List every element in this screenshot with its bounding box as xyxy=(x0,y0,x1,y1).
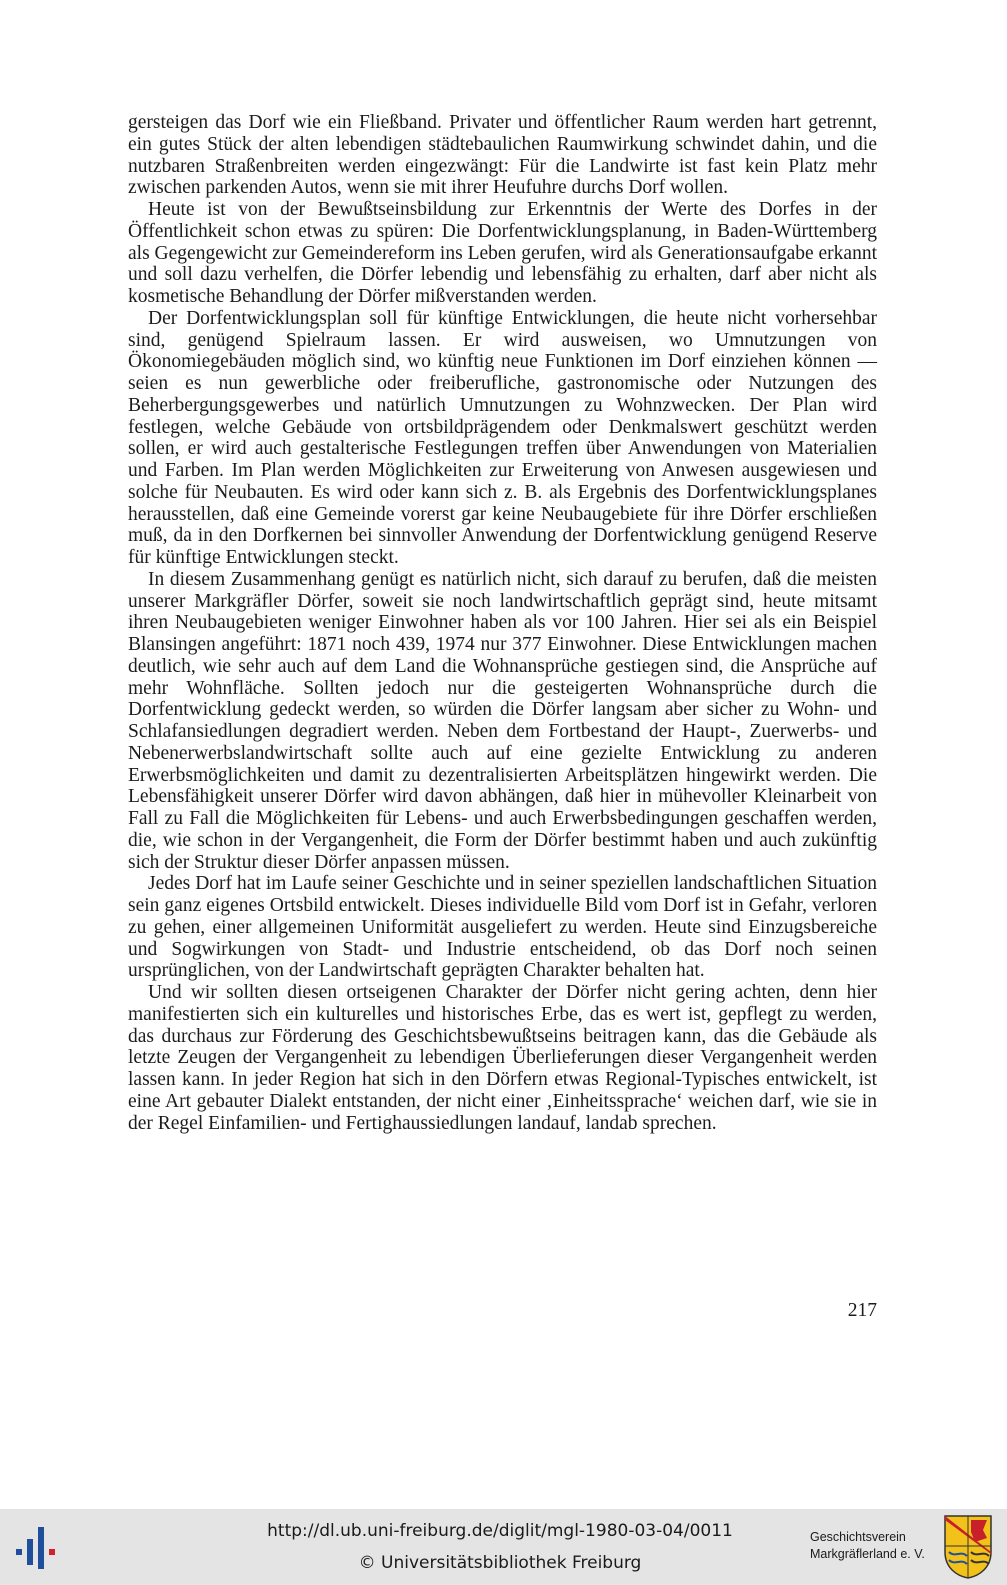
paragraph-3: Der Dorfentwicklungsplan soll für künftige Entwicklungen, die heute nicht vorhersehbar sind, genügend Spielraum lassen. Er wird ausweisen, wo Umnutzungen von Ökonomiegebäuden möglich sind, wo künftig neue Funktionen im Dorf einziehen können — seien es nun gewerbliche oder freiberufliche, gastronomische oder Nutzungen des Beherbergungsgewerbes und natürlich Umnutzungen zu Wohnzwecken. Der Plan wird festlegen, welche Gebäude von ortsbildprägendem oder Denkmalswert geschützt werden sollen, er wird auch gestalterische Festlegungen treffen über Anwendungen von Materialien und Farben. Im Plan werden Möglichkeiten zur Erweiterung von Anwesen ausgewiesen und solche für Neubauten. Es wird oder kann sich z. B. als Ergebnis des Dorfentwicklungsplanes herausstellen, daß eine Gemeinde vorerst gar keine Neubaugebiete für ihre Dörfer erschließen muß, da in den Dorfkernen bei sinnvoller Anwendung der Dorfentwicklung genügend Reserve für künftige Entwicklungen steckt. xyxy=(128,307,877,568)
paragraph-6: Und wir sollten diesen ortseigenen Charakter der Dörfer nicht gering achten, denn hier manifestierten sich ein kulturelles und historisches Erbe, das es wert ist, gepflegt zu werden, das durchaus zur Förderung des Geschichtsbewußtseins beitragen kann, das die Gebäude als letzte Zeugen der Vergangenheit zu lebendigen Überlieferungen dieser Vergangenheit werden lassen kann. In jeder Region hat sich in den Dörfern etwas Regional-Typisches entwickelt, ist eine Art gebauter Dialekt entstanden, der nicht einer ‚Einheitssprache‘ weichen darf, wie sie in der Regel Einfamilien- und Fertighaussiedlungen landauf, landab sprechen. xyxy=(128,982,877,1134)
permalink-url[interactable]: http://dl.ub.uni-freiburg.de/diglit/mgl-1980-03-04/0011 xyxy=(267,1521,733,1541)
library-logo-icon xyxy=(14,1523,62,1573)
paragraph-4: In diesem Zusammenhang genügt es natürlich nicht, sich darauf zu berufen, daß die meisten unserer Markgräfler Dörfer, soweit sie noch landwirtschaftlich geprägt sind, heute mitsamt ihren Neubaugebieten weniger Einwohner haben als vor 100 Jahren. Hier sei als ein Beispiel Blansingen angeführt: 1871 noch 439, 1974 nur 377 Einwohner. Diese Entwicklungen machen deutlich, wie sehr auch auf dem Land die Wohnansprüche gestiegen sind, die Ansprüche auf mehr Wohnfläche. Sollten jedoch nur die gesteigerten Wohnansprüche durch die Dorfentwicklung gedeckt werden, so würden die Dörfer langsam aber sicher zu Wohn- und Schlafansiedlungen degradiert werden. Neben dem Fortbestand der Haupt-, Zuerwerbs- und Nebenerwerbslandwirtschaft sollte auch auf eine gezielte Entwicklung zu anderen Erwerbsmöglichkeiten und damit zu dezentralisierten Arbeitsplätzen hingewirkt werden. Die Lebensfähigkeit unserer Dörfer wird davon abhängen, daß hier in mühevoller Kleinarbeit von Fall zu Fall die Möglichkeiten für Lebens- und auch Erwerbsbedingungen geschaffen werden, die, wie schon in der Vergangenheit, die Form der Dörfer bestimmt haben und auch zukünftig sich der Struktur dieser Dörfer anpassen müssen. xyxy=(128,568,877,873)
society-name-line1: Geschichtsverein xyxy=(810,1530,906,1544)
body-text xyxy=(128,112,877,1134)
page-number: 217 xyxy=(847,1300,877,1321)
coat-of-arms-icon xyxy=(943,1514,993,1580)
footer-bar xyxy=(0,1509,1007,1585)
society-name xyxy=(810,1529,930,1563)
copyright-notice: © Universitätsbibliothek Freiburg xyxy=(358,1553,642,1573)
paragraph-2: Heute ist von der Bewußtseinsbildung zur Erkenntnis der Werte des Dorfes in der Öffentlichkeit schon etwas zu spüren: Die Dorfentwicklungsplanung, in Baden-Württemberg als Gegengewicht zur Gemeindereform ins Leben gerufen, wird als Generationsaufgabe erkannt und soll dazu verhelfen, die Dörfer lebendig und lebensfähig zu erhalten, darf aber nicht als kosmetische Behandlung der Dörfer mißverstanden werden. xyxy=(128,199,877,307)
society-name-line2: Markgräflerland e. V. xyxy=(810,1547,925,1561)
paragraph-1: gersteigen das Dorf wie ein Fließband. Privater und öffentlicher Raum werden hart getrennt, ein gutes Stück der alten lebendigen städtebaulichen Raumwirkung schwindet dahin, und die nutzbaren Straßenbreiten werden eingezwängt: Für die Landwirte ist fast kein Platz mehr zwischen parkenden Autos, wenn sie mit ihrer Heufuhre durchs Dorf wollen. xyxy=(128,112,877,199)
paragraph-5: Jedes Dorf hat im Laufe seiner Geschichte und in seiner speziellen landschaftlichen Situation sein ganz eigenes Ortsbild entwickelt. Dieses individuelle Bild vom Dorf ist in Gefahr, verloren zu gehen, einer allgemeinen Uniformität ausgeliefert zu werden. Heute sind Einzugsbereiche und Sogwirkungen von Stadt- und Industrie entscheidend, ob das Dorf noch seinen ursprünglichen, von der Landwirtschaft geprägten Charakter behalten hat. xyxy=(128,873,877,982)
